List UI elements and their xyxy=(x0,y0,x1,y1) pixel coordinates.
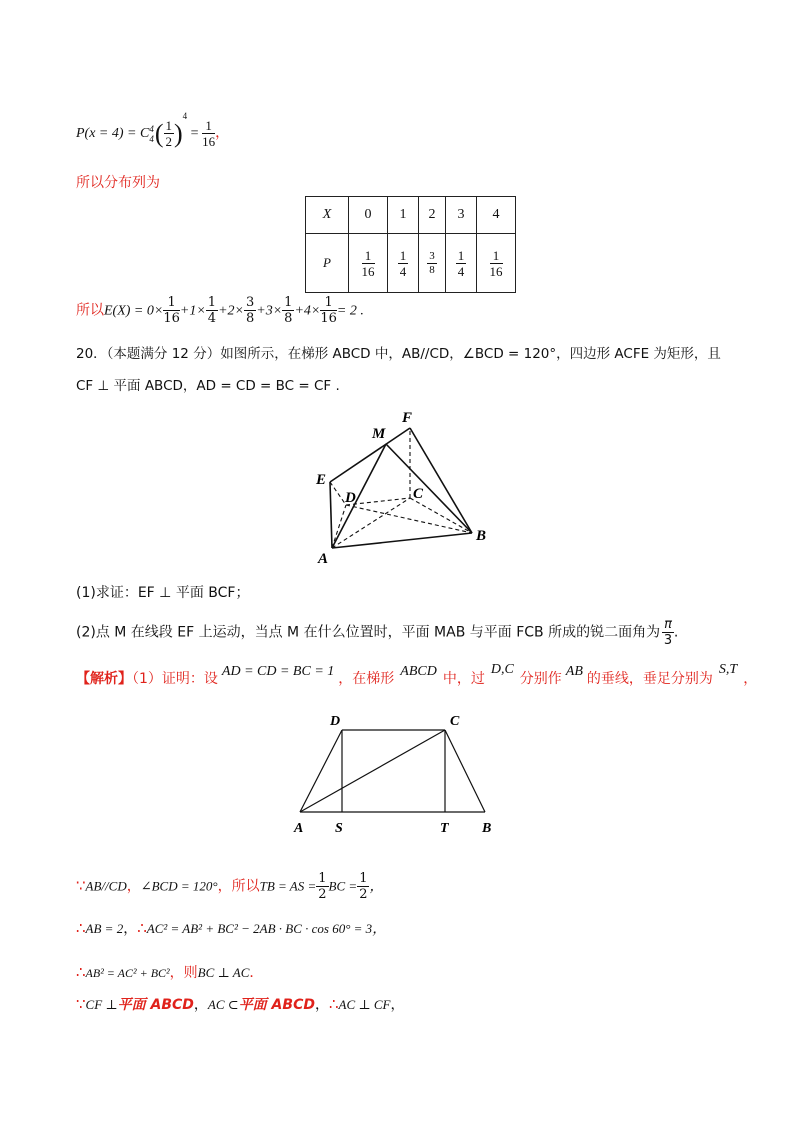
expectation-tail: = 2 . xyxy=(336,303,364,319)
cell-p-4: $\frac{1}{16}$ xyxy=(477,234,516,293)
expectation-prefix: 所以 xyxy=(76,302,104,319)
result-num: 1 xyxy=(202,119,215,134)
edge-ae xyxy=(330,482,332,548)
comb-sub: 4 xyxy=(149,133,154,144)
edge-cb2 xyxy=(445,730,485,812)
solution-header: 【解析】（1）证明：设 AD = CD = BC = 1 ，在梯形 ABCD 中，过D,C分别作 AB 的垂线，垂足分别为S,T， xyxy=(76,662,758,687)
solution-tag: 【解析】 xyxy=(76,671,132,687)
power: 4 xyxy=(182,111,188,121)
edge-cb xyxy=(410,498,472,533)
comma: ， xyxy=(215,126,230,141)
expectation-start: E(X) = 0× xyxy=(104,303,164,319)
expectation-line: 所以E(X) = 0× $\frac{1}{16}$ +1× $\frac{1}{4}$ +2× $\frac{3}{8}$ +3× $\frac{1}{8}$ +4× $\frac{1}{16}$ = 2 . xyxy=(76,295,364,326)
step-4: ∵CF ⊥平面 ABCD，AC ⊂平面 ABCD，∴AC ⊥ CF， xyxy=(76,995,405,1013)
edge-mb xyxy=(386,444,472,533)
label-f: F xyxy=(402,410,413,426)
distribution-intro: 所以分布列为 xyxy=(76,175,160,191)
cell-x-3: 3 xyxy=(446,197,477,234)
label-d: D xyxy=(345,490,356,506)
equals: = xyxy=(190,126,199,141)
comb-sup: 4 xyxy=(149,123,154,134)
edge-ac2 xyxy=(300,730,445,812)
problem-line-2: CF ⊥ 平面 ABCD，AD = CD = BC = CF . xyxy=(76,378,340,394)
cell-x-2: 2 xyxy=(419,197,446,234)
label-c: C xyxy=(413,486,424,502)
cell-p-1: $\frac{1}{4}$ xyxy=(388,234,419,293)
question-1: (1)求证：EF ⊥ 平面 BCF； xyxy=(76,585,250,601)
formula-lhs: P(x = 4) = C xyxy=(76,126,150,141)
distribution-table xyxy=(305,196,516,293)
edge-db xyxy=(346,505,472,533)
label2-c: C xyxy=(450,714,460,729)
cell-x-4: 4 xyxy=(477,197,516,234)
label2-a: A xyxy=(294,821,304,836)
label2-d: D xyxy=(330,714,341,729)
half-den: 2 xyxy=(165,134,172,150)
label2-s: S xyxy=(335,821,343,836)
label-a: A xyxy=(318,551,329,567)
cell-p-label: P xyxy=(306,234,349,293)
edge-ab xyxy=(332,533,472,548)
step-2: ∴AB = 2，∴AC² = AB² + BC² − 2AB · BC · cos 60° = 3， xyxy=(76,919,387,937)
edge-fb xyxy=(410,428,472,533)
table-row-p xyxy=(306,234,516,293)
half-num: 1 xyxy=(165,118,172,134)
cell-x-1: 1 xyxy=(388,197,419,234)
cell-p-0: $\frac{1}{16}$ xyxy=(349,234,388,293)
step-3: ∴AB² = AC² + BC²，则BC ⊥ AC． xyxy=(76,963,264,981)
label2-t: T xyxy=(440,821,449,836)
cell-p-3: $\frac{1}{4}$ xyxy=(446,234,477,293)
problem-line-1: 20．（本题满分 12 分）如图所示，在梯形 ABCD 中，AB//CD，∠BCD = 120°，四边形 ACFE 为矩形，且 xyxy=(76,346,721,362)
result-den: 16 xyxy=(202,134,216,150)
edge-ed xyxy=(330,482,346,505)
table-row-x xyxy=(306,197,516,234)
probability-formula: P(x = 4) = C 4 4 ( $\frac{1}{2}$ )$^4$ = $\frac{1}{16}$ ， xyxy=(76,111,230,150)
cell-p-2: $\frac{3}{8}$ xyxy=(419,234,446,293)
label-m: M xyxy=(372,426,386,442)
question-2: (2)点 M 在线段 EF 上运动，当点 M 在什么位置时，平面 MAB 与平面 FCB 所成的锐二面角为 $\frac{\pi}{3}$ . xyxy=(76,617,679,648)
figure-trapezoid xyxy=(290,708,510,838)
step-1: ∵AB//CD，∠BCD = 120°，所以TB = AS = $\frac{1}{2}$ BC = $\frac{1}{2}$ ， xyxy=(76,871,384,902)
label-e: E xyxy=(316,472,327,488)
cell-x-0: 0 xyxy=(349,197,388,234)
figure-solid xyxy=(300,400,510,570)
cell-x-label: X xyxy=(306,197,349,234)
label2-b: B xyxy=(482,821,492,836)
label-b: B xyxy=(476,528,487,544)
